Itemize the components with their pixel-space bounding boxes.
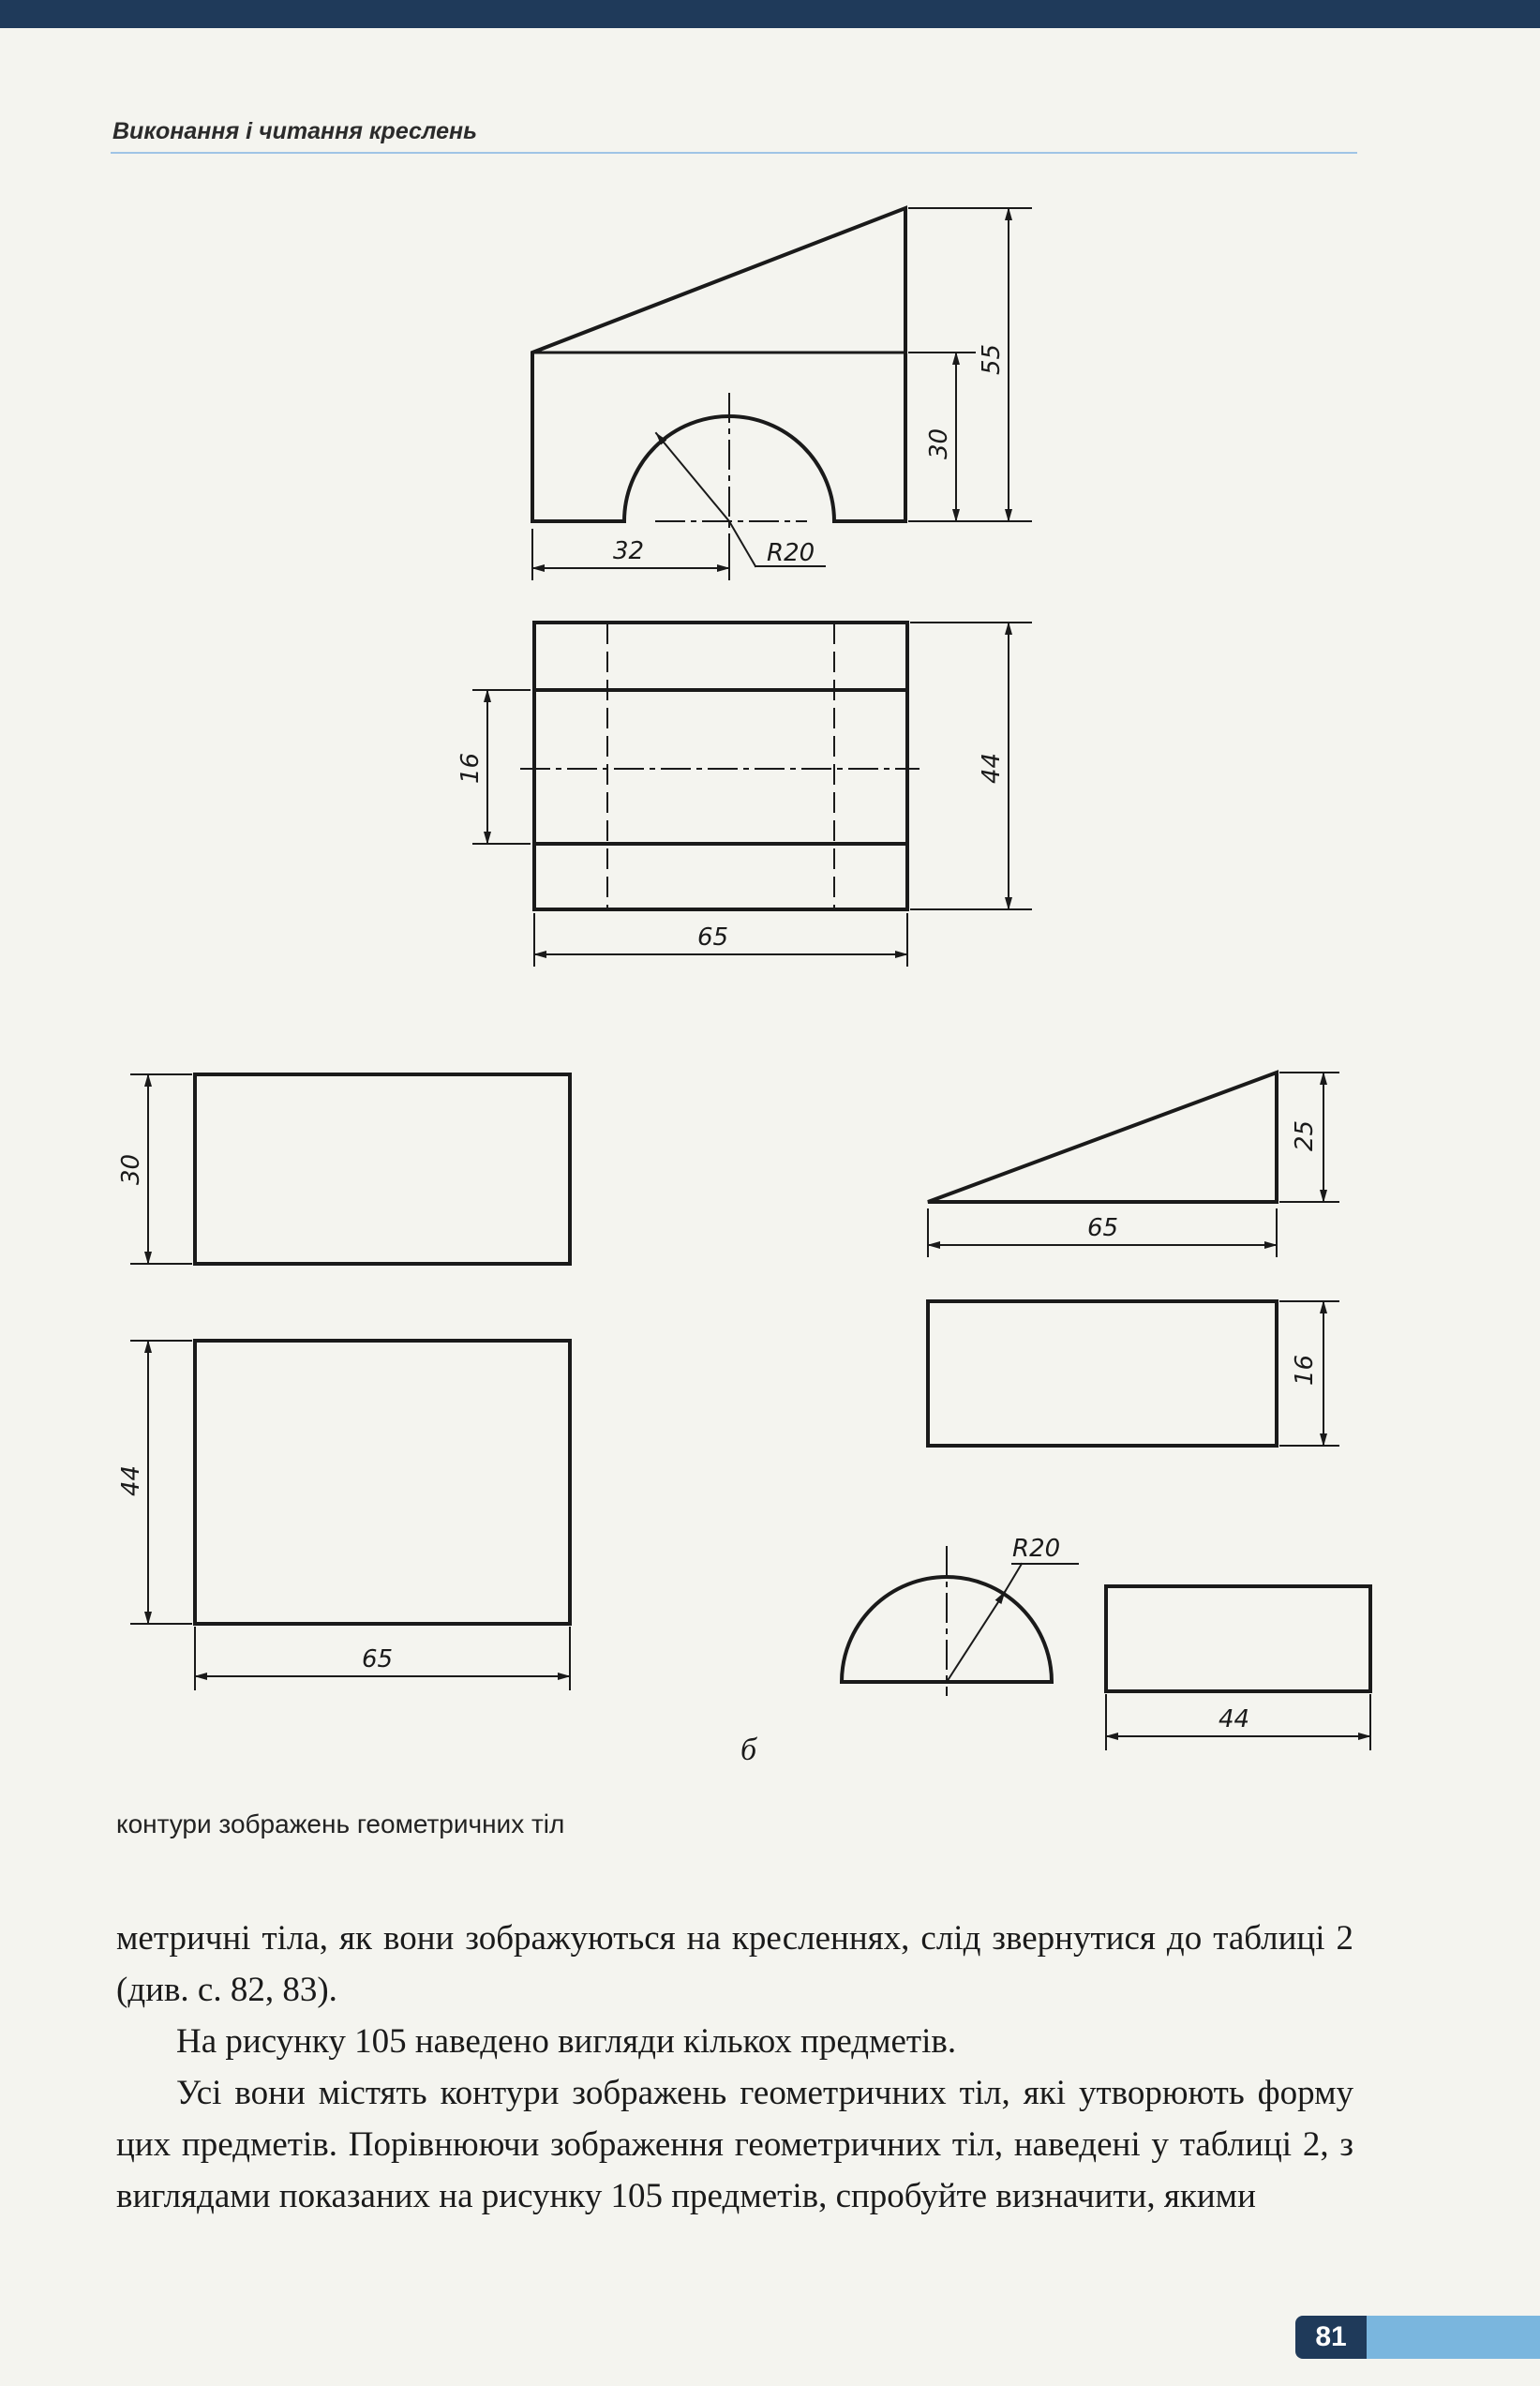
figure-letter: б <box>740 1733 757 1767</box>
dim-label: R20 <box>1012 1535 1061 1563</box>
front-view-arch <box>532 208 1031 579</box>
dim-label: 65 <box>1087 1214 1119 1242</box>
dim-label: 16 <box>1291 1354 1319 1386</box>
paragraph: метричні тіла, як вони зображуються на кресленнях, слід звернутися до таблиці 2 (див. с. 82, 83). <box>116 1919 1353 2009</box>
dim-label: 32 <box>613 537 645 565</box>
figure-caption: контури зображень геометричних тіл <box>116 1809 565 1838</box>
running-header: Виконання і читання креслень <box>112 118 478 144</box>
dim-label: 44 <box>1219 1705 1250 1733</box>
dim-label: 44 <box>978 752 1006 784</box>
dim-label: R20 <box>767 539 815 567</box>
page-number: 81 <box>1295 2316 1367 2359</box>
half-disk-view <box>842 1547 1078 1695</box>
page-number-tab <box>1367 2316 1540 2359</box>
top-view-plan <box>473 623 1031 966</box>
paragraph: Усі вони містять контури зображень геометричних тіл, які утворюють форму цих предметів. Порівнюючи зображення геометричних тіл, наведені у таблиці 2, з виглядами показаних на рисунку 105 предметів, спробуйте визначити, якими <box>116 2074 1353 2215</box>
dim-label: 44 <box>117 1464 145 1496</box>
dim-label: 30 <box>117 1153 145 1185</box>
paragraph: На рисунку 105 наведено вигляди кількох предметів. <box>176 2022 957 2061</box>
slab-view <box>928 1301 1338 1446</box>
dim-label: 55 <box>978 343 1006 375</box>
dim-label: 16 <box>456 752 485 784</box>
dim-label: 30 <box>925 428 953 459</box>
dim-label: 25 <box>1291 1119 1319 1151</box>
body-text <box>116 1913 1353 2222</box>
dim-label: 65 <box>362 1645 394 1673</box>
wedge-view <box>928 1073 1338 1256</box>
box-top-view <box>131 1341 570 1689</box>
dim-label: 65 <box>697 923 729 952</box>
box-front-view <box>131 1074 570 1264</box>
